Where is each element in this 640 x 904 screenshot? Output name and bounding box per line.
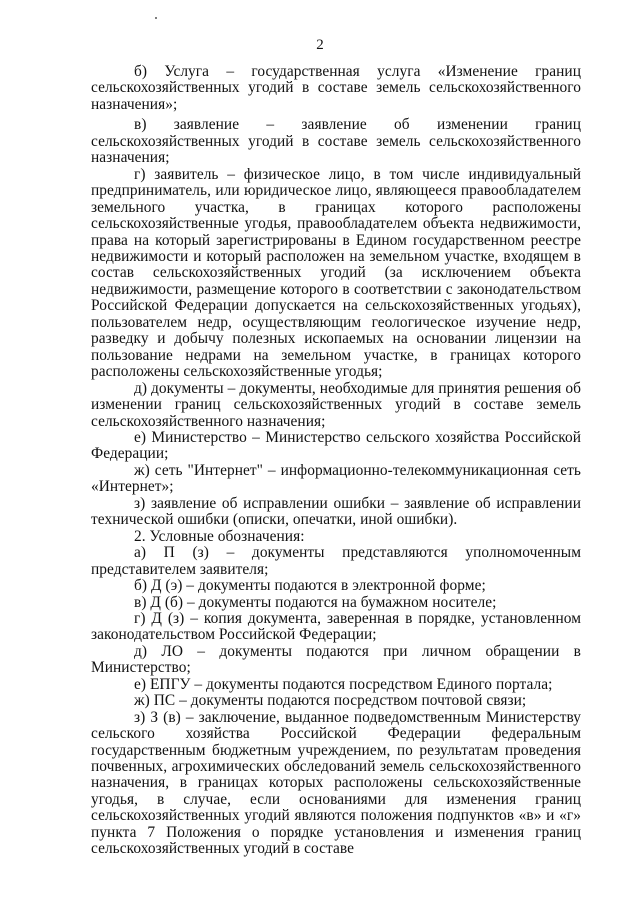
document-body xyxy=(91,64,581,858)
legend-zh-post: ж) ПС – документы подаются посредством почтовой связи; xyxy=(134,692,527,710)
paragraph-b-service: б) Услуга – государственная услуга «Изменение границ сельскохозяйственных угодий в составе земель сельскохозяйственного назначения»; xyxy=(91,63,581,113)
legend-d-personal-visit: д) ЛО – документы подаются при личном обращении в Министерство; xyxy=(91,642,581,677)
page-number: 2 xyxy=(316,37,324,53)
section-2-heading: 2. Условные обозначения: xyxy=(134,527,305,545)
legend-b-electronic: б) Д (э) – документы подаются в электронной форме; xyxy=(134,577,486,595)
legend-z-conclusion: з) З (в) – заключение, выданное подведомственным Министерству сельского хозяйства Российской Федерации федеральным государственным бюджетным учреждением, по результатам проведения почвенных, агрохимических обследований земель сельскохозяйственного назначения, в границах которых расположены сельскохозяйственные угодья, в случае, если основаниями для изменения границ сельскохозяйственных угодий являются положения подпунктов «в» и «г» пункта 7 Положения о порядке установления и изменения границ сельскохозяйственных угодий в составе xyxy=(91,708,581,858)
legend-e-epgu: е) ЕПГУ – документы подаются посредством Единого портала; xyxy=(134,675,553,693)
scan-speck xyxy=(155,17,157,19)
legend-a-representative: а) П (з) – документы представляются уполномоченным представителем заявителя; xyxy=(91,544,581,578)
paragraph-z-error-correction: з) заявление об исправлении ошибки – заявление об исправлении технической ошибки (описки, опечатки, иной ошибки). xyxy=(91,494,581,529)
paragraph-g-applicant: г) заявитель – физическое лицо, в том числе индивидуальный предприниматель, или юридическое лицо, являющееся правообладателем земельного участка, в границах которого расположены сельскохозяйственные угодья, правообладателем объекта недвижимости, права на который зарегистрированы в Едином государственном реестре недвижимости и который расположен на земельном участке, входящем в состав сельскохозяйственных угодий (за исключением объекта недвижимости, размещение которого в соответствии с законодательством Российской Федерации допускается на сельскохозяйственных угодьях), пользователем недр, осуществляющим геологическое изучение недр, разведку и добычу полезных ископаемых на основании лицензии на пользование недрами на земельном участке, в границах которого расположены сельскохозяйственные угодья; xyxy=(91,165,581,381)
legend-g-certified-copy: г) Д (з) – копия документа, заверенная в порядке, установленном законодательством Российской Федерации; xyxy=(91,609,581,644)
paragraph-v-application: в) заявление – заявление об изменении границ сельскохозяйственных угодий в составе земель сельскохозяйственного назначения; xyxy=(91,116,581,167)
paragraph-e-ministry: е) Министерство – Министерство сельского хозяйства Российской Федерации; xyxy=(91,428,581,463)
paragraph-zh-internet: ж) сеть "Интернет" – информационно-телекоммуникационная сеть «Интернет»; xyxy=(91,461,581,496)
legend-v-paper: в) Д (б) – документы подаются на бумажном носителе; xyxy=(134,593,497,611)
paragraph-d-documents: д) документы – документы, необходимые для принятия решения об изменении границ сельскохозяйственных угодий в составе земель сельскохозяйственного назначения; xyxy=(91,379,581,430)
